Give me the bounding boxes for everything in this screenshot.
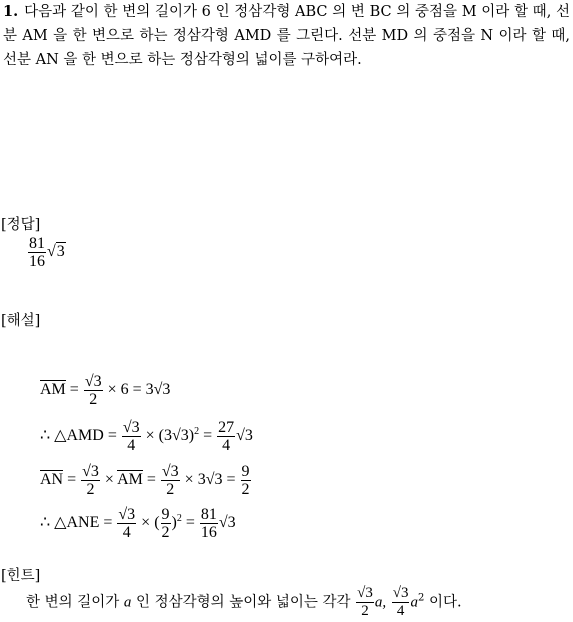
hint-text: 한 변의 길이가 a 인 정삼각형의 높이와 넓이는 각각 $\frac{√3}{2}$ a, $\frac{√3}{4}$ $a^2$ 이다. (26, 585, 462, 619)
answer-fraction: $\frac{81}{16}$ (29, 235, 45, 270)
solution-line-4: ∴ △ANE = $\frac{√3}{4}$ × ( $\frac{9}{2}$ )$^2$ = $\frac{81}{16}$ √3 (40, 506, 236, 541)
problem-text: 다음과 같이 한 변의 길이가 6 인 정삼각형 ABC 의 변 BC 의 중점을 M 이라 할 때, 선분 AM 을 한 변으로 하는 정삼각형 AMD 를 그린다. 선분 MD 의 중점을 N 이라 할 때, 선분 AN 을 한 변으로 하는 정삼각형의 넓이를 구하여라. (3, 4, 570, 68)
solution-line-1: AM = $\frac{√3}{2}$ × 6 = 3√3 (40, 373, 171, 408)
hint-label: [힌트] (1, 568, 41, 584)
solution-label: [해설] (1, 313, 41, 329)
solution-line-3: AN = $\frac{√3}{2}$ × AM = $\frac{√3}{2}$ × 3√3 = $\frac{9}{2}$ (40, 463, 250, 498)
answer-label: [정답] (1, 217, 41, 233)
problem-statement (3, 0, 570, 72)
problem-number: 1. (3, 3, 19, 20)
answer-sqrt: √3 (47, 243, 65, 261)
answer-value (27, 235, 66, 270)
solution-line-2: ∴ △AMD = $\frac{√3}{4}$ × $(3√3)^2$ = $\frac{27}{4}$ √3 (40, 419, 253, 454)
